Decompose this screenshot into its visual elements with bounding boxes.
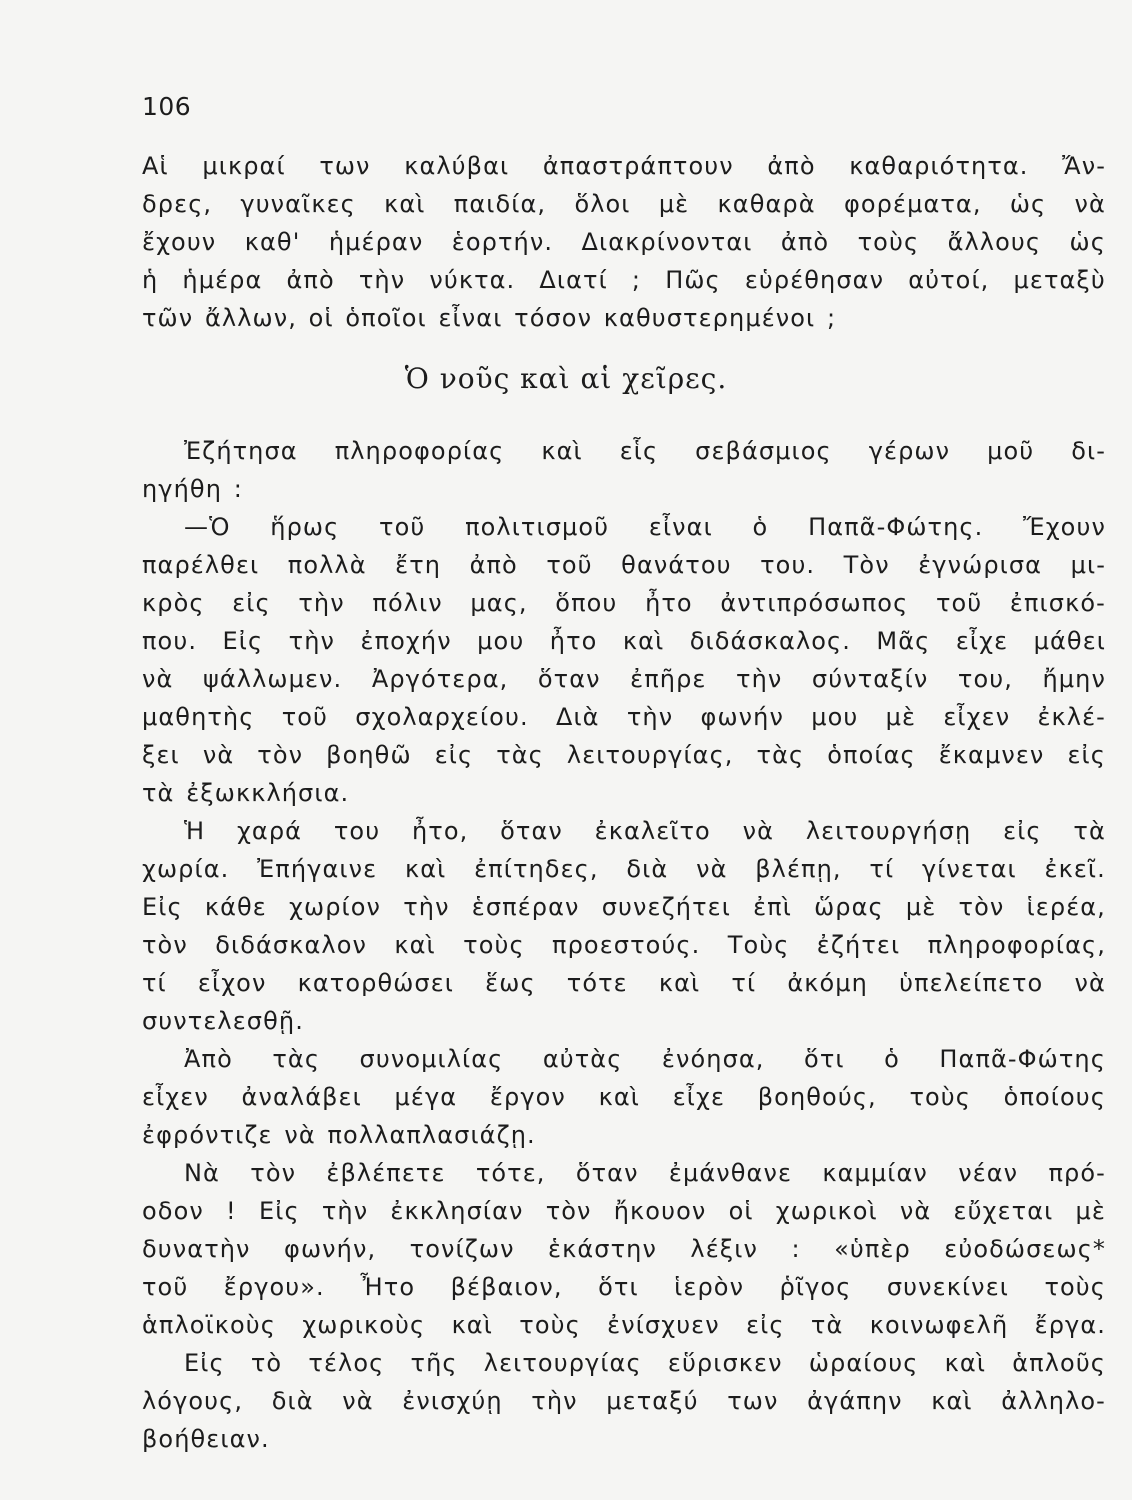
- text-line: Ἀπὸ τὰς συνομιλίας αὐτὰς ἐνόησα, ὅτι ὁ Παπᾶ-Φώτης: [184, 1045, 1106, 1073]
- text-line: Εἰς τὸ τέλος τῆς λειτουργίας εὕρισκεν ὡραίους καὶ ἁπλοῦς: [184, 1349, 1106, 1377]
- text-line: τί εἶχον κατορθώσει ἕως τότε καὶ τί ἀκόμη ὑπελείπετο νὰ: [142, 969, 1106, 997]
- section-title: Ὁ νοῦς καὶ αἱ χεῖρες.: [404, 362, 728, 395]
- text-line: μαθητὴς τοῦ σχολαρχείου. Διὰ τὴν φωνήν μου μὲ εἶχεν ἐκλέ-: [142, 703, 1106, 731]
- text-line: ἁπλοϊκοὺς χωρικοὺς καὶ τοὺς ἐνίσχυεν εἰς τὰ κοινωφελῆ ἔργα.: [142, 1311, 1106, 1339]
- text-line: —Ὁ ἥρως τοῦ πολιτισμοῦ εἶναι ὁ Παπᾶ-Φώτης. Ἔχουν: [184, 513, 1106, 541]
- text-line: συντελεσθῇ.: [142, 1007, 304, 1035]
- text-line: ἐφρόντιζε νὰ πολλαπλασιάζῃ.: [142, 1121, 536, 1149]
- text-line: Ἡ χαρά του ἦτο, ὅταν ἐκαλεῖτο νὰ λειτουργήσῃ εἰς τὰ: [184, 817, 1106, 845]
- text-line: ξει νὰ τὸν βοηθῶ εἰς τὰς λειτουργίας, τὰς ὁποίας ἔκαμνεν εἰς: [142, 741, 1106, 769]
- text-line: χωρία. Ἐπήγαινε καὶ ἐπίτηδες, διὰ νὰ βλέπῃ, τί γίνεται ἐκεῖ.: [142, 855, 1106, 883]
- text-line: τὰ ἐξωκκλήσια.: [142, 779, 350, 807]
- text-line: τῶν ἄλλων, οἱ ὁποῖοι εἶναι τόσον καθυστερημένοι ;: [142, 304, 837, 332]
- text-line: Νὰ τὸν ἐβλέπετε τότε, ὅταν ἐμάνθανε καμμίαν νέαν πρό-: [184, 1159, 1106, 1187]
- text-line: ηγήθη :: [142, 475, 243, 503]
- text-line: ἔχουν καθ' ἡμέραν ἑορτήν. Διακρίνονται ἀπὸ τοὺς ἄλλους ὡς: [142, 228, 1106, 256]
- text-line: δυνατὴν φωνήν, τονίζων ἑκάστην λέξιν : «ὑπὲρ εὐοδώσεως*: [142, 1235, 1106, 1263]
- text-line: Εἰς κάθε χωρίον τὴν ἑσπέραν συνεζήτει ἐπὶ ὥρας μὲ τὸν ἱερέα,: [142, 893, 1106, 921]
- text-line: λόγους, διὰ νὰ ἐνισχύῃ τὴν μεταξύ των ἀγάπην καὶ ἀλληλο-: [142, 1387, 1106, 1415]
- section-body: [142, 432, 1106, 1458]
- intro-paragraph: [142, 147, 1106, 337]
- text-line: παρέλθει πολλὰ ἔτη ἀπὸ τοῦ θανάτου του. Τὸν ἐγνώρισα μι-: [142, 551, 1106, 579]
- page-number: 106: [142, 92, 192, 121]
- text-line: εἶχεν ἀναλάβει μέγα ἔργον καὶ εἶχε βοηθούς, τοὺς ὁποίους: [142, 1083, 1106, 1111]
- text-line: που. Εἰς τὴν ἐποχήν μου ἦτο καὶ διδάσκαλος. Μᾶς εἶχε μάθει: [142, 627, 1106, 655]
- text-line: δρες, γυναῖκες καὶ παιδία, ὅλοι μὲ καθαρὰ φορέματα, ὡς νὰ: [142, 190, 1106, 218]
- text-line: βοήθειαν.: [142, 1425, 270, 1453]
- text-line: οδον ! Εἰς τὴν ἐκκλησίαν τὸν ἤκουον οἱ χωρικοὶ νὰ εὔχεται μὲ: [142, 1197, 1106, 1225]
- text-line: Ἐζήτησα πληροφορίας καὶ εἷς σεβάσμιος γέρων μοῦ δι-: [184, 437, 1106, 465]
- text-line: τὸν διδάσκαλον καὶ τοὺς προεστούς. Τοὺς ἐζήτει πληροφορίας,: [142, 931, 1106, 959]
- text-line: Αἱ μικραί των καλύβαι ἀπαστράπτουν ἀπὸ καθαριότητα. Ἄν-: [142, 152, 1106, 180]
- text-line: τοῦ ἔργου». Ἦτο βέβαιον, ὅτι ἱερὸν ῥῖγος συνεκίνει τοὺς: [142, 1273, 1106, 1301]
- text-line: κρὸς εἰς τὴν πόλιν μας, ὅπου ἦτο ἀντιπρόσωπος τοῦ ἐπισκό-: [142, 589, 1106, 617]
- text-line: νὰ ψάλλωμεν. Ἀργότερα, ὅταν ἐπῆρε τὴν σύνταξίν του, ἤμην: [142, 665, 1106, 693]
- text-line: ἡ ἡμέρα ἀπὸ τὴν νύκτα. Διατί ; Πῶς εὑρέθησαν αὐτοί, μεταξὺ: [142, 266, 1106, 294]
